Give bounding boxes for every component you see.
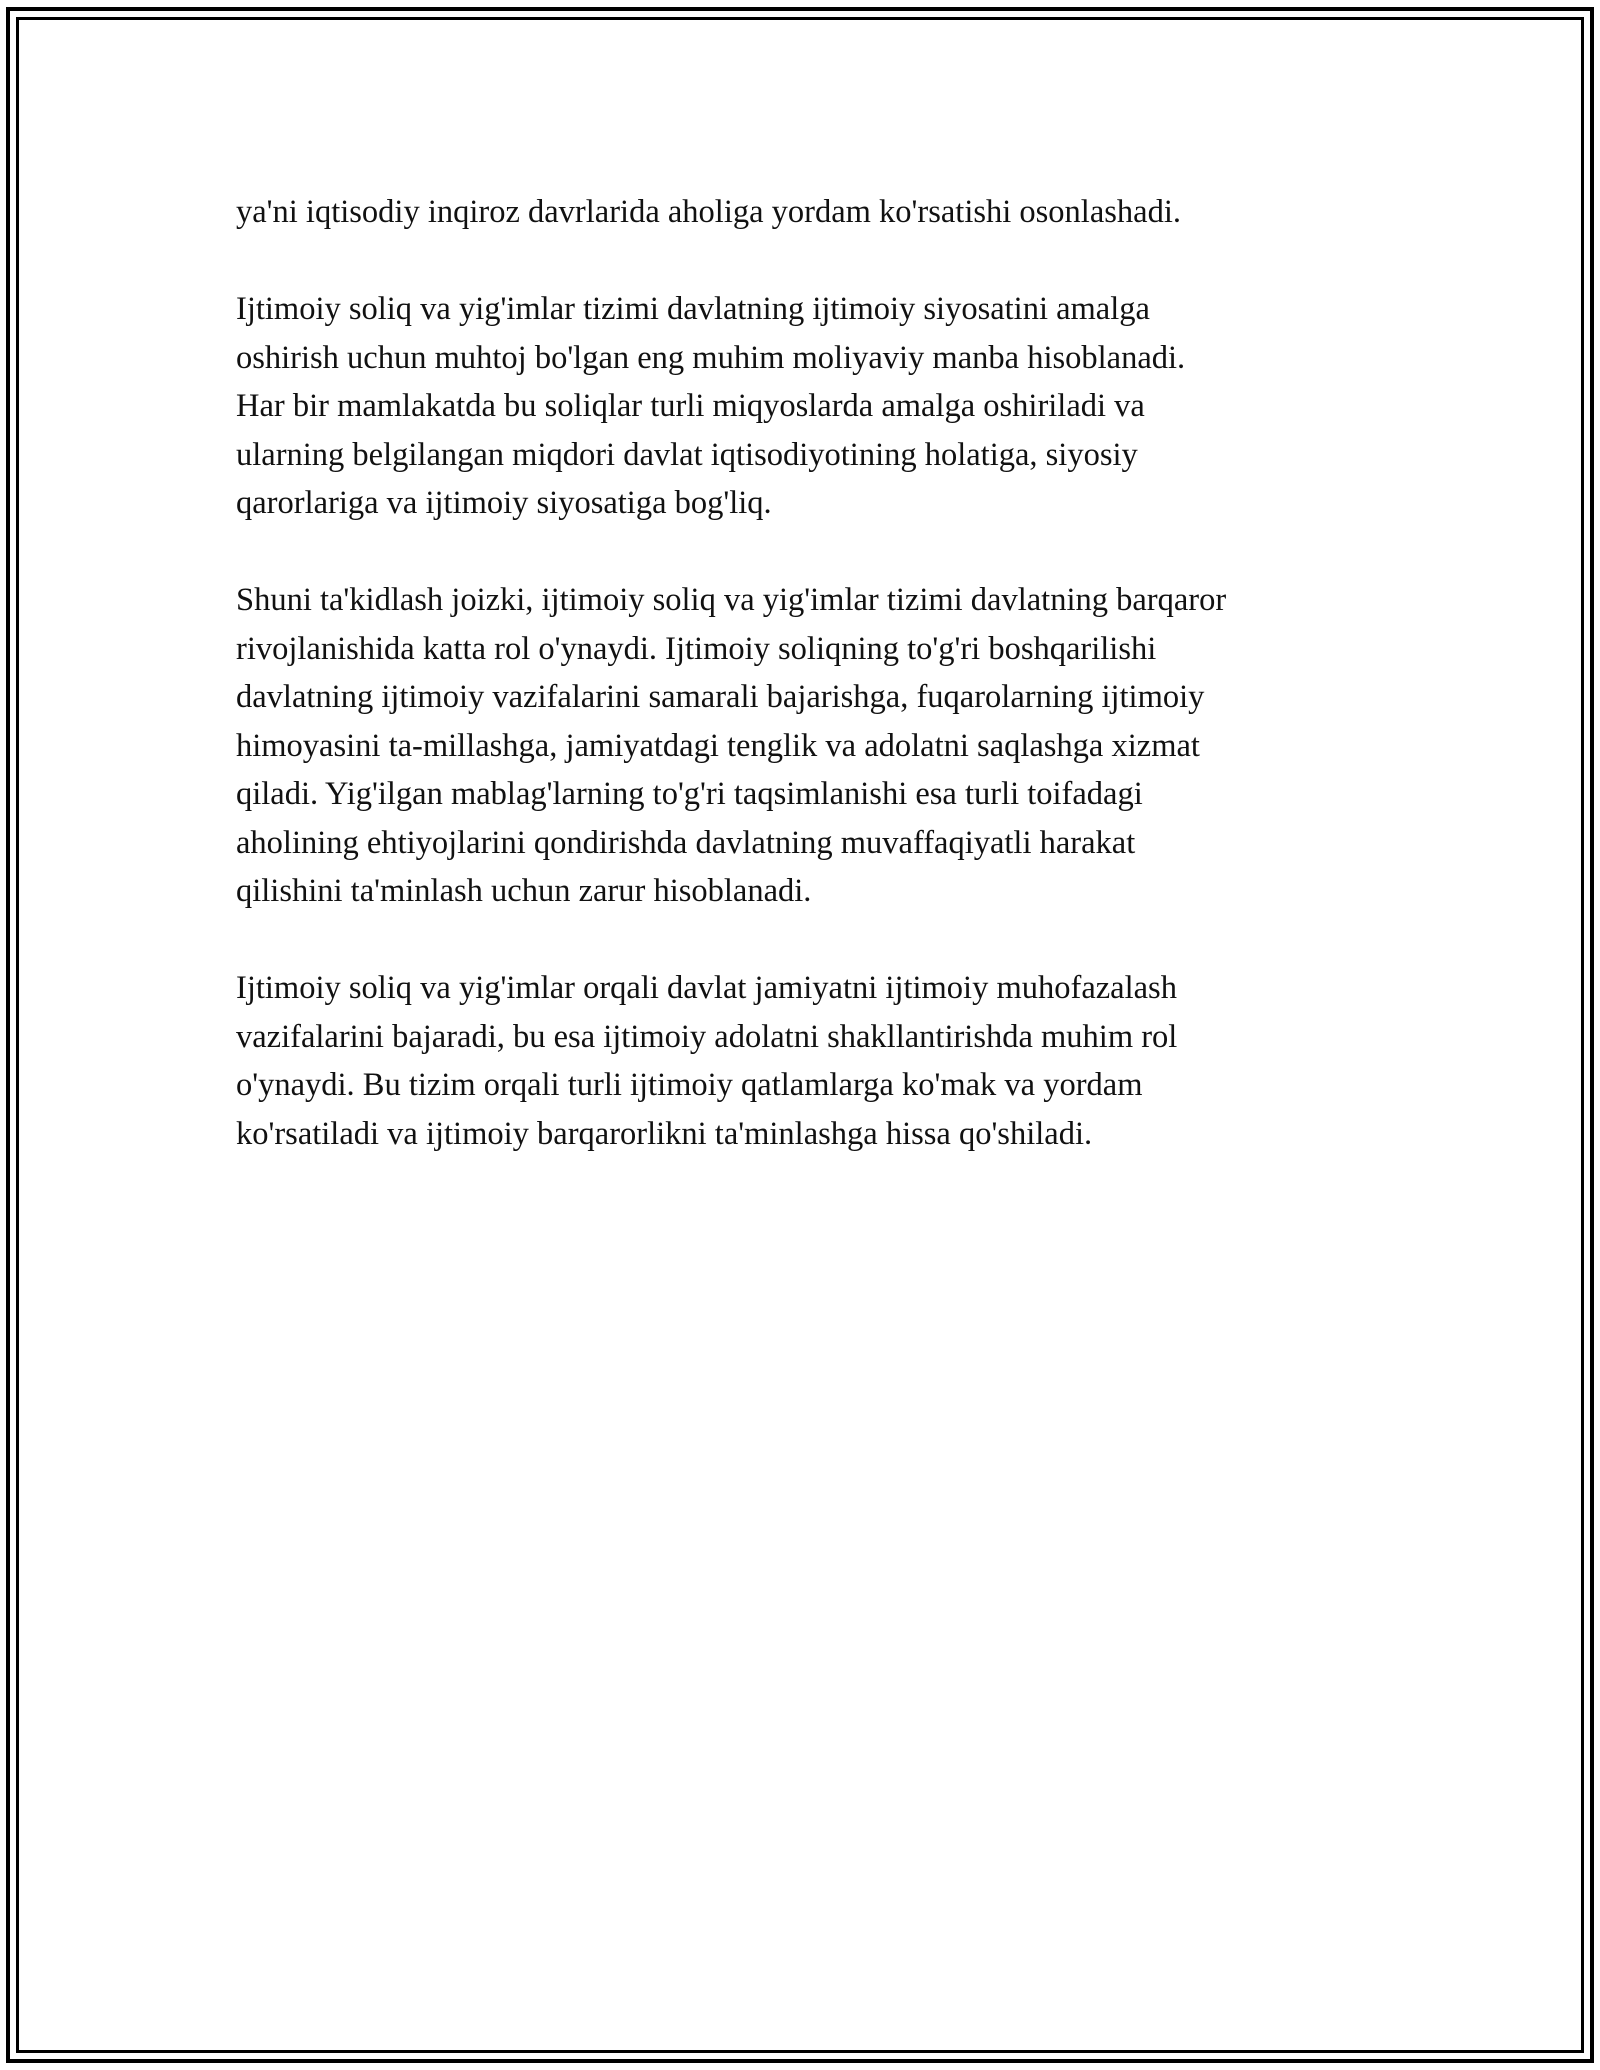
paragraph: [236, 964, 1396, 1158]
document-body: [236, 188, 1396, 1207]
text-line: qilishini ta'minlash uchun zarur hisoblanadi.: [236, 873, 812, 909]
text-line: Shuni ta'kidlash joizki, ijtimoiy soliq va yig'imlar tizimi davlatning barqaror: [236, 582, 1227, 618]
text-line: qiladi. Yig'ilgan mablag'larning to'g'ri taqsimlanishi esa turli toifadagi: [236, 776, 1143, 812]
text-line: o'ynaydi. Bu tizim orqali turli ijtimoiy qatlamlarga ko'mak va yordam: [236, 1067, 1143, 1103]
text-line: himoyasini ta-millashga, jamiyatdagi tenglik va adolatni saqlashga xizmat: [236, 727, 1200, 764]
text-line: Ijtimoiy soliq va yig'imlar orqali davlat jamiyatni ijtimoiy muhofazalash: [236, 970, 1177, 1006]
text-line: oshirish uchun muhtoj bo'lgan eng muhim moliyaviy manba hisoblanadi.: [236, 339, 1186, 376]
text-line: rivojlanishida katta rol o'ynaydi. Ijtimoiy soliqning to'g'ri boshqarilishi: [236, 630, 1157, 667]
text-line: vazifalarini bajaradi, bu esa ijtimoiy adolatni shakllantirishda muhim rol: [236, 1018, 1178, 1055]
paragraph: [236, 285, 1396, 528]
paragraph: [236, 188, 1396, 237]
text-line: ularning belgilangan miqdori davlat iqtisodiyotining holatiga, siyosiy: [236, 436, 1138, 473]
text-line: ko'rsatiladi va ijtimoiy barqarorlikni ta'minlashga hissa qo'shiladi.: [236, 1115, 1093, 1152]
text-line: davlatning ijtimoiy vazifalarini samarali bajarishga, fuqarolarning ijtimoiy: [236, 679, 1205, 715]
text-line: Ijtimoiy soliq va yig'imlar tizimi davlatning ijtimoiy siyosatini amalga: [236, 291, 1150, 327]
text-line: qarorlariga va ijtimoiy siyosatiga bog'liq.: [236, 485, 772, 521]
text-line: Har bir mamlakatda bu soliqlar turli miqyoslarda amalga oshiriladi va: [236, 388, 1145, 424]
text-line: ya'ni iqtisodiy inqiroz davrlarida aholiga yordam ko'rsatishi osonlashadi.: [236, 194, 1181, 230]
paragraph: [236, 576, 1396, 916]
text-line: aholining ehtiyojlarini qondirishda davlatning muvaffaqiyatli harakat: [236, 824, 1136, 861]
